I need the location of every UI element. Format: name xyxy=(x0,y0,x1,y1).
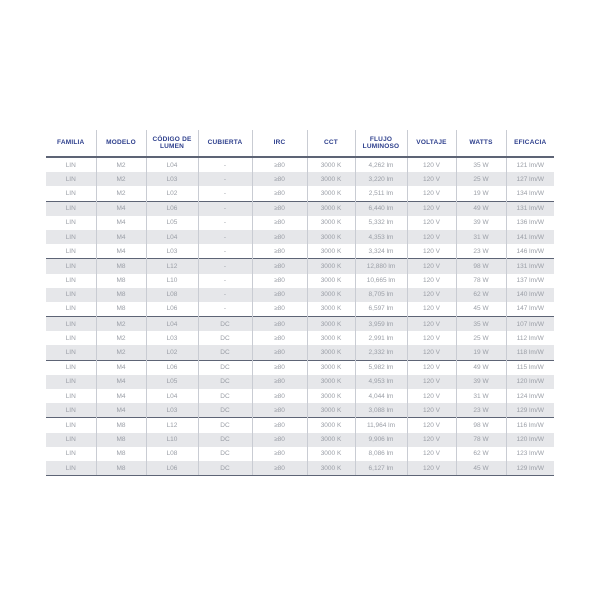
cell-voltaje: 120 V xyxy=(407,288,456,302)
cell-cubierta: - xyxy=(198,259,252,274)
cell-voltaje: 120 V xyxy=(407,172,456,186)
cell-familia: LIN xyxy=(46,345,96,360)
cell-irc: ≥80 xyxy=(252,172,307,186)
cell-cubierta: DC xyxy=(198,345,252,360)
cell-voltaje: 120 V xyxy=(407,461,456,476)
table-row xyxy=(46,447,554,461)
cell-irc: ≥80 xyxy=(252,403,307,418)
cell-codigo-de-lumen: L04 xyxy=(146,317,198,332)
cell-irc: ≥80 xyxy=(252,302,307,317)
header-watts: WATTS xyxy=(456,130,506,157)
cell-voltaje: 120 V xyxy=(407,216,456,230)
cell-eficacia: 120 lm/W xyxy=(506,375,554,389)
cell-codigo-de-lumen: L06 xyxy=(146,302,198,317)
cell-familia: LIN xyxy=(65,305,76,313)
cell-watts: 19 W xyxy=(456,186,506,201)
cell-cct: 3000 K xyxy=(307,360,355,375)
cell-cubierta: - xyxy=(198,216,252,230)
table-row xyxy=(46,461,554,476)
cell-watts: 25 W xyxy=(456,331,506,345)
cell-eficacia: 123 lm/W xyxy=(506,447,554,461)
cell-cubierta: DC xyxy=(198,403,252,418)
cell-voltaje: 120 V xyxy=(407,433,456,447)
header-codigo-de-lumen: CÓDIGO DE LUMEN xyxy=(146,130,198,157)
cell-watts: 98 W xyxy=(456,259,506,274)
cell-voltaje: 120 V xyxy=(407,244,456,259)
cell-cubierta: DC xyxy=(198,331,252,345)
cell-modelo: M4 xyxy=(96,201,146,216)
table-row xyxy=(46,288,554,302)
cell-flujo-luminoso: 4,044 lm xyxy=(355,389,407,403)
cell-eficacia: 112 lm/W xyxy=(506,331,554,345)
cell-cct: 3000 K xyxy=(307,345,355,360)
cell-codigo-de-lumen: L06 xyxy=(146,461,198,476)
cell-familia: LIN xyxy=(46,317,96,332)
cell-cct: 3000 K xyxy=(307,331,355,345)
table-row xyxy=(46,418,554,433)
cell-watts: 39 W xyxy=(456,216,506,230)
cell-irc: ≥80 xyxy=(252,447,307,461)
cell-cubierta: DC xyxy=(198,447,252,461)
cell-irc: ≥80 xyxy=(252,317,307,332)
cell-flujo-luminoso: 4,953 lm xyxy=(355,375,407,389)
header-irc: IRC xyxy=(252,130,307,157)
cell-flujo-luminoso: 8,086 lm xyxy=(355,447,407,461)
cell-modelo: M8 xyxy=(96,302,146,317)
cell-eficacia: 129 lm/W xyxy=(506,461,554,476)
cell-cct: 3000 K xyxy=(307,418,355,433)
cell-eficacia: 134 lm/W xyxy=(506,186,554,201)
cell-modelo: M8 xyxy=(96,274,146,288)
cell-irc: ≥80 xyxy=(252,244,307,259)
table-row xyxy=(46,302,554,317)
cell-modelo: M4 xyxy=(96,375,146,389)
cell-codigo-de-lumen: L02 xyxy=(146,186,198,201)
cell-flujo-luminoso: 5,332 lm xyxy=(355,216,407,230)
cell-cct: 3000 K xyxy=(307,389,355,403)
cell-cubierta: DC xyxy=(198,433,252,447)
cell-modelo: M8 xyxy=(96,288,146,302)
table-row xyxy=(46,403,554,418)
cell-watts: 19 W xyxy=(456,345,506,360)
cell-familia: LIN xyxy=(65,161,76,169)
cell-eficacia: 121 lm/W xyxy=(506,157,554,172)
cell-cct: 3000 K xyxy=(307,172,355,186)
spec-table xyxy=(46,130,554,476)
cell-voltaje: 120 V xyxy=(407,403,456,418)
cell-codigo-de-lumen: L08 xyxy=(146,288,198,302)
cell-voltaje: 120 V xyxy=(407,331,456,345)
table-row xyxy=(46,389,554,403)
cell-modelo: M8 xyxy=(96,461,146,476)
cell-cct: 3000 K xyxy=(307,302,355,317)
cell-irc: ≥80 xyxy=(252,375,307,389)
cell-voltaje: 120 V xyxy=(407,447,456,461)
cell-watts: 45 W xyxy=(456,461,506,476)
cell-codigo-de-lumen: L04 xyxy=(146,389,198,403)
cell-familia: LIN xyxy=(46,201,96,216)
cell-irc: ≥80 xyxy=(252,230,307,244)
header-row xyxy=(46,130,554,157)
cell-flujo-luminoso: 6,440 lm xyxy=(355,201,407,216)
table-body xyxy=(46,157,554,476)
cell-familia: LIN xyxy=(46,230,96,244)
table-row xyxy=(46,244,554,259)
cell-irc: ≥80 xyxy=(252,216,307,230)
cell-watts: 23 W xyxy=(456,403,506,418)
cell-flujo-luminoso: 9,906 lm xyxy=(355,433,407,447)
cell-modelo: M8 xyxy=(96,433,146,447)
table-row xyxy=(46,201,554,216)
cell-familia: LIN xyxy=(46,360,96,375)
cell-cubierta: - xyxy=(198,244,252,259)
cell-cct: 3000 K xyxy=(307,433,355,447)
cell-cct: 3000 K xyxy=(307,259,355,274)
cell-cct: 3000 K xyxy=(307,461,355,476)
cell-eficacia: 147 lm/W xyxy=(506,302,554,317)
cell-flujo-luminoso: 6,127 lm xyxy=(355,461,407,476)
header-familia: FAMILIA xyxy=(46,130,96,157)
cell-familia: LIN xyxy=(46,461,96,476)
cell-modelo: M4 xyxy=(96,244,146,259)
cell-cubierta: - xyxy=(198,157,252,172)
table-row xyxy=(46,157,554,172)
cell-eficacia: 120 lm/W xyxy=(506,433,554,447)
cell-familia: LIN xyxy=(65,247,76,255)
cell-watts: 31 W xyxy=(456,230,506,244)
cell-flujo-luminoso: 2,332 lm xyxy=(355,345,407,360)
header-cct: CCT xyxy=(307,130,355,157)
cell-codigo-de-lumen: L06 xyxy=(146,201,198,216)
cell-familia: LIN xyxy=(46,433,96,447)
cell-watts: 78 W xyxy=(456,433,506,447)
cell-flujo-luminoso: 6,597 lm xyxy=(355,302,407,317)
cell-flujo-luminoso: 2,991 lm xyxy=(355,331,407,345)
cell-flujo-luminoso: 5,982 lm xyxy=(355,360,407,375)
cell-modelo: M4 xyxy=(96,230,146,244)
cell-flujo-luminoso: 2,511 lm xyxy=(355,186,407,201)
cell-cct: 3000 K xyxy=(307,403,355,418)
cell-eficacia: 124 lm/W xyxy=(506,389,554,403)
cell-familia: LIN xyxy=(46,288,96,302)
cell-voltaje: 120 V xyxy=(407,201,456,216)
cell-irc: ≥80 xyxy=(252,461,307,476)
cell-cubierta: DC xyxy=(198,418,252,433)
cell-watts: 98 W xyxy=(456,418,506,433)
cell-modelo: M2 xyxy=(96,172,146,186)
cell-codigo-de-lumen: L05 xyxy=(146,216,198,230)
cell-irc: ≥80 xyxy=(252,389,307,403)
cell-irc: ≥80 xyxy=(252,201,307,216)
cell-codigo-de-lumen: L08 xyxy=(146,447,198,461)
cell-eficacia: 107 lm/W xyxy=(506,317,554,332)
cell-flujo-luminoso: 4,262 lm xyxy=(355,157,407,172)
cell-modelo: M2 xyxy=(96,345,146,360)
cell-voltaje: 120 V xyxy=(407,259,456,274)
cell-cct: 3000 K xyxy=(307,375,355,389)
cell-irc: ≥80 xyxy=(252,259,307,274)
table-row xyxy=(46,331,554,345)
cell-cubierta: - xyxy=(198,172,252,186)
cell-codigo-de-lumen: L03 xyxy=(146,172,198,186)
cell-cct: 3000 K xyxy=(307,447,355,461)
header-modelo: MODELO xyxy=(96,130,146,157)
cell-cubierta: DC xyxy=(198,360,252,375)
cell-cct: 3000 K xyxy=(307,288,355,302)
cell-eficacia: 136 lm/W xyxy=(506,216,554,230)
cell-familia: LIN xyxy=(46,418,96,433)
cell-voltaje: 120 V xyxy=(407,389,456,403)
cell-watts: 35 W xyxy=(456,317,506,332)
table-row xyxy=(46,360,554,375)
cell-modelo: M4 xyxy=(96,216,146,230)
cell-watts: 35 W xyxy=(456,157,506,172)
cell-familia: LIN xyxy=(65,392,76,400)
cell-cct: 3000 K xyxy=(307,230,355,244)
table-row xyxy=(46,172,554,186)
header-eficacia: EFICACIA xyxy=(506,130,554,157)
table-row xyxy=(46,274,554,288)
cell-cubierta: - xyxy=(198,288,252,302)
cell-watts: 62 W xyxy=(456,288,506,302)
table-row xyxy=(46,230,554,244)
cell-watts: 49 W xyxy=(456,201,506,216)
cell-flujo-luminoso: 3,324 lm xyxy=(355,244,407,259)
cell-eficacia: 141 lm/W xyxy=(506,230,554,244)
cell-codigo-de-lumen: L05 xyxy=(146,375,198,389)
cell-modelo: M8 xyxy=(96,259,146,274)
cell-codigo-de-lumen: L02 xyxy=(146,345,198,360)
cell-modelo: M8 xyxy=(96,447,146,461)
cell-voltaje: 120 V xyxy=(407,418,456,433)
header-cubierta: CUBIERTA xyxy=(198,130,252,157)
cell-cct: 3000 K xyxy=(307,317,355,332)
cell-irc: ≥80 xyxy=(252,360,307,375)
cell-irc: ≥80 xyxy=(252,345,307,360)
cell-modelo: M2 xyxy=(96,157,146,172)
cell-codigo-de-lumen: L12 xyxy=(146,259,198,274)
cell-voltaje: 120 V xyxy=(407,274,456,288)
cell-modelo: M2 xyxy=(96,186,146,201)
cell-familia: LIN xyxy=(65,277,76,285)
table-row xyxy=(46,186,554,201)
cell-eficacia: 127 lm/W xyxy=(506,172,554,186)
table-row xyxy=(46,375,554,389)
cell-codigo-de-lumen: L10 xyxy=(146,274,198,288)
cell-flujo-luminoso: 8,705 lm xyxy=(355,288,407,302)
cell-watts: 31 W xyxy=(456,389,506,403)
cell-voltaje: 120 V xyxy=(407,317,456,332)
cell-cct: 3000 K xyxy=(307,274,355,288)
cell-irc: ≥80 xyxy=(252,274,307,288)
cell-modelo: M4 xyxy=(96,389,146,403)
cell-eficacia: 131 lm/W xyxy=(506,259,554,274)
cell-eficacia: 146 lm/W xyxy=(506,244,554,259)
cell-eficacia: 118 lm/W xyxy=(506,345,554,360)
cell-familia: LIN xyxy=(46,403,96,418)
cell-eficacia: 129 lm/W xyxy=(506,403,554,418)
cell-cubierta: - xyxy=(198,302,252,317)
cell-familia: LIN xyxy=(46,259,96,274)
cell-voltaje: 120 V xyxy=(407,230,456,244)
cell-voltaje: 120 V xyxy=(407,345,456,360)
cell-cubierta: DC xyxy=(198,375,252,389)
cell-irc: ≥80 xyxy=(252,331,307,345)
header-voltaje: VOLTAJE xyxy=(407,130,456,157)
cell-cct: 3000 K xyxy=(307,157,355,172)
cell-cct: 3000 K xyxy=(307,244,355,259)
cell-watts: 23 W xyxy=(456,244,506,259)
cell-eficacia: 131 lm/W xyxy=(506,201,554,216)
cell-voltaje: 120 V xyxy=(407,186,456,201)
cell-eficacia: 140 lm/W xyxy=(506,288,554,302)
cell-irc: ≥80 xyxy=(252,418,307,433)
table-row xyxy=(46,317,554,332)
cell-eficacia: 137 lm/W xyxy=(506,274,554,288)
cell-watts: 39 W xyxy=(456,375,506,389)
cell-flujo-luminoso: 12,880 lm xyxy=(355,259,407,274)
cell-modelo: M2 xyxy=(96,317,146,332)
cell-irc: ≥80 xyxy=(252,157,307,172)
cell-eficacia: 115 lm/W xyxy=(506,360,554,375)
cell-codigo-de-lumen: L04 xyxy=(146,157,198,172)
cell-irc: ≥80 xyxy=(252,433,307,447)
cell-watts: 78 W xyxy=(456,274,506,288)
cell-cct: 3000 K xyxy=(307,186,355,201)
cell-codigo-de-lumen: L04 xyxy=(146,230,198,244)
cell-familia: LIN xyxy=(46,172,96,186)
cell-watts: 45 W xyxy=(456,302,506,317)
cell-voltaje: 120 V xyxy=(407,375,456,389)
cell-modelo: M8 xyxy=(96,418,146,433)
table-row xyxy=(46,433,554,447)
cell-cubierta: DC xyxy=(198,461,252,476)
cell-codigo-de-lumen: L03 xyxy=(146,331,198,345)
cell-cubierta: - xyxy=(198,201,252,216)
cell-familia: LIN xyxy=(65,450,76,458)
cell-codigo-de-lumen: L10 xyxy=(146,433,198,447)
cell-familia: LIN xyxy=(65,189,76,197)
cell-cubierta: - xyxy=(198,186,252,201)
table-row xyxy=(46,345,554,360)
cell-cubierta: - xyxy=(198,274,252,288)
cell-familia: LIN xyxy=(46,375,96,389)
cell-codigo-de-lumen: L03 xyxy=(146,403,198,418)
cell-irc: ≥80 xyxy=(252,186,307,201)
cell-eficacia: 116 lm/W xyxy=(506,418,554,433)
cell-watts: 62 W xyxy=(456,447,506,461)
cell-voltaje: 120 V xyxy=(407,157,456,172)
cell-modelo: M2 xyxy=(96,331,146,345)
table-row xyxy=(46,259,554,274)
cell-cubierta: - xyxy=(198,230,252,244)
cell-cct: 3000 K xyxy=(307,216,355,230)
cell-flujo-luminoso: 10,665 lm xyxy=(355,274,407,288)
table-row xyxy=(46,216,554,230)
cell-cubierta: DC xyxy=(198,389,252,403)
cell-flujo-luminoso: 11,964 lm xyxy=(355,418,407,433)
header-flujo-luminoso: FLUJO LUMINOSO xyxy=(355,130,407,157)
cell-modelo: M4 xyxy=(96,360,146,375)
cell-modelo: M4 xyxy=(96,403,146,418)
cell-codigo-de-lumen: L12 xyxy=(146,418,198,433)
cell-flujo-luminoso: 3,959 lm xyxy=(355,317,407,332)
cell-codigo-de-lumen: L03 xyxy=(146,244,198,259)
cell-familia: LIN xyxy=(65,334,76,342)
cell-watts: 25 W xyxy=(456,172,506,186)
cell-voltaje: 120 V xyxy=(407,302,456,317)
cell-irc: ≥80 xyxy=(252,288,307,302)
cell-cubierta: DC xyxy=(198,317,252,332)
cell-codigo-de-lumen: L06 xyxy=(146,360,198,375)
cell-flujo-luminoso: 4,353 lm xyxy=(355,230,407,244)
cell-familia: LIN xyxy=(65,219,76,227)
cell-watts: 49 W xyxy=(456,360,506,375)
cell-cct: 3000 K xyxy=(307,201,355,216)
cell-flujo-luminoso: 3,220 lm xyxy=(355,172,407,186)
cell-flujo-luminoso: 3,088 lm xyxy=(355,403,407,418)
cell-voltaje: 120 V xyxy=(407,360,456,375)
